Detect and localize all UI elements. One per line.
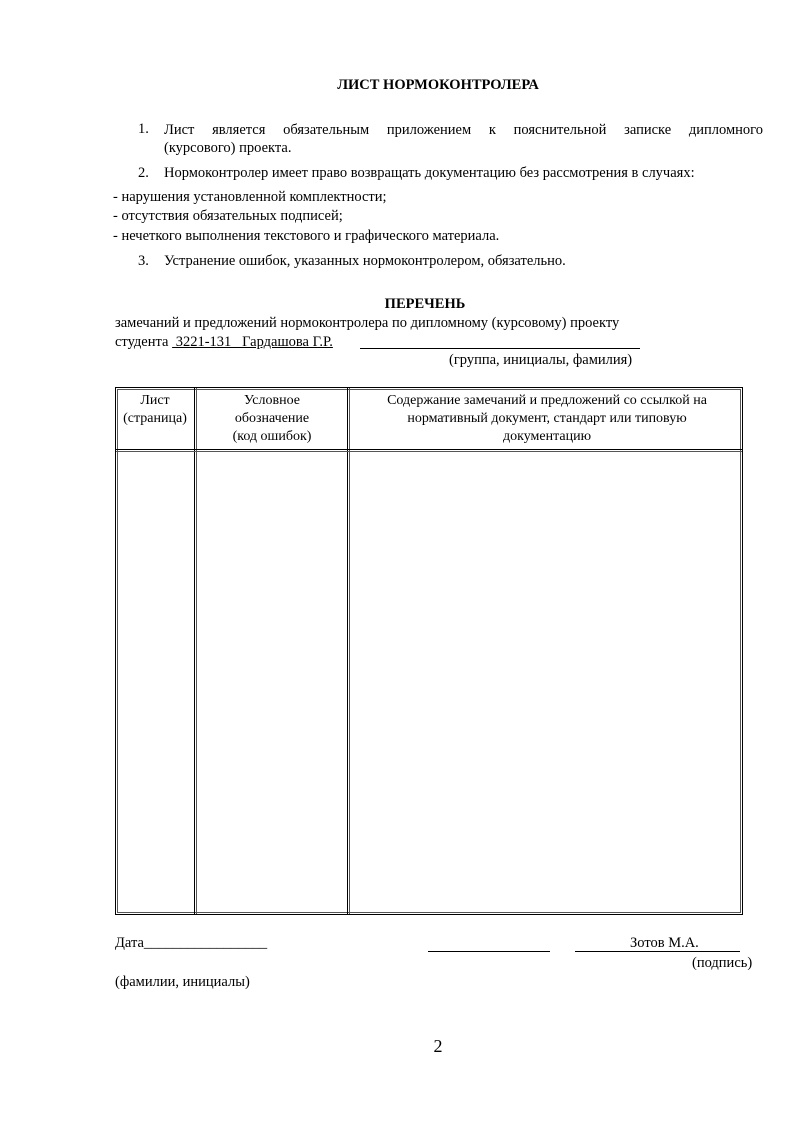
case-item: - нечеткого выполнения текстового и графического материала. xyxy=(113,228,500,244)
case-item: - отсутствия обязательных подписей; xyxy=(113,208,343,224)
student-underline xyxy=(360,348,640,349)
student-value: 3221-131 Гардашова Г.Р. xyxy=(172,334,333,350)
student-line xyxy=(115,334,333,351)
item-number: 2. xyxy=(138,165,149,181)
column-divider xyxy=(196,388,197,914)
header-line: (код ошибок) xyxy=(232,429,312,444)
column-divider xyxy=(347,388,348,914)
item-text-line1: Лист является обязательным приложением к пояснительной записке дипломного xyxy=(164,122,763,138)
date-field: Дата_________________ xyxy=(115,935,268,951)
header-line: обозначение xyxy=(234,411,310,426)
header-line: нормативный документ, стандарт или типовую xyxy=(407,411,687,426)
header-line: Содержание замечаний и предложений со ссылкой на xyxy=(387,393,707,408)
page-title: ЛИСТ НОРМОКОНТРОЛЕРА xyxy=(337,77,539,93)
column-header-sheet xyxy=(116,392,194,428)
header-line: Лист xyxy=(140,393,170,408)
table-inner-border xyxy=(117,389,741,913)
column-header-content xyxy=(352,392,742,446)
item-text-line2: (курсового) проекта. xyxy=(164,140,292,156)
item-text: Нормоконтролер имеет право возвращать документацию без рассмотрения в случаях: xyxy=(164,165,695,181)
column-divider xyxy=(194,388,195,914)
case-item: - нарушения установленной комплектности; xyxy=(113,189,387,205)
list-heading: ПЕРЕЧЕНЬ xyxy=(384,296,466,312)
signature-hint: (подпись) xyxy=(692,955,753,971)
student-hint: (группа, инициалы, фамилия) xyxy=(449,352,633,368)
surname-hint: (фамилии, инициалы) xyxy=(115,974,250,990)
header-line: Условное xyxy=(244,393,300,408)
student-label: студента xyxy=(115,334,173,350)
list-subtitle: замечаний и предложений нормоконтролера по дипломному (курсовому) проекту xyxy=(115,315,620,331)
item-text: Устранение ошибок, указанных нормоконтролером, обязательно. xyxy=(164,253,566,269)
item-number: 3. xyxy=(138,253,149,269)
column-header-code xyxy=(198,392,346,446)
header-divider xyxy=(116,449,742,450)
item-number: 1. xyxy=(138,121,149,137)
header-line: (страница) xyxy=(123,411,187,426)
header-divider xyxy=(116,451,742,452)
signature-blank xyxy=(428,951,550,952)
header-line: документацию xyxy=(502,429,592,444)
controller-name: Зотов М.А. xyxy=(630,935,699,951)
page-number: 2 xyxy=(433,1036,443,1056)
column-divider xyxy=(349,388,350,914)
remarks-table xyxy=(115,387,743,915)
